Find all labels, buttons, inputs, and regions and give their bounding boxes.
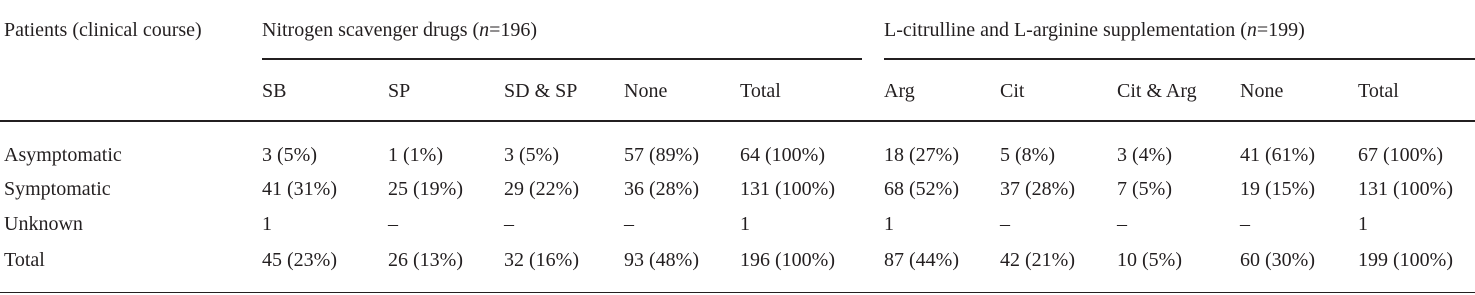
table-cell: – [1240,213,1250,235]
row-label: Total [4,249,45,271]
table-cell: 10 (5%) [1117,249,1182,271]
table-cell: – [504,213,514,235]
table-cell: 68 (52%) [884,178,959,200]
subcolumn-header: Cit [1000,80,1025,102]
subcolumn-header: Total [1358,80,1399,102]
subcolumn-header: Cit & Arg [1117,80,1197,102]
table-cell: 3 (5%) [504,144,559,166]
table-cell: 37 (28%) [1000,178,1075,200]
table-cell: 36 (28%) [624,178,699,200]
table-cell: 1 [740,213,750,235]
table-cell: – [624,213,634,235]
subcolumn-header: None [1240,80,1284,102]
group-rule-nitrogen [262,58,862,60]
table-cell: 41 (31%) [262,178,337,200]
table-cell: 18 (27%) [884,144,959,166]
subcolumn-header: SD & SP [504,80,578,102]
table-cell: 131 (100%) [1358,178,1453,200]
n-variable: n [479,19,490,41]
table-cell: 3 (4%) [1117,144,1172,166]
table-cell: 19 (15%) [1240,178,1315,200]
row-label: Unknown [4,213,83,235]
table-cell: 196 (100%) [740,249,835,271]
table-cell: 131 (100%) [740,178,835,200]
table-cell: 87 (44%) [884,249,959,271]
group-rule-citrulline [884,58,1475,60]
table-cell: 32 (16%) [504,249,579,271]
table-cell: 1 [262,213,272,235]
subcolumn-header: Arg [884,80,915,102]
table-cell: 64 (100%) [740,144,825,166]
subcolumn-header: SP [388,80,411,102]
group-title-prefix: L-citrulline and L-arginine supplementation ( [884,19,1247,41]
table-cell: 3 (5%) [262,144,317,166]
table-cell: 1 (1%) [388,144,443,166]
table-cell: 7 (5%) [1117,178,1172,200]
header-rule [0,120,1475,122]
patients-column-header: Patients (clinical course) [4,19,202,41]
table-cell: 1 [1358,213,1368,235]
row-label: Symptomatic [4,178,111,200]
table-cell: 26 (13%) [388,249,463,271]
table-cell: – [1117,213,1127,235]
table-cell: 5 (8%) [1000,144,1055,166]
table-cell: 45 (23%) [262,249,337,271]
subcolumn-header: SB [262,80,287,102]
table-cell: 57 (89%) [624,144,699,166]
table-cell: 93 (48%) [624,249,699,271]
table-cell: 25 (19%) [388,178,463,200]
row-label: Asymptomatic [4,144,122,166]
table-cell: 29 (22%) [504,178,579,200]
subcolumn-header: None [624,80,668,102]
group-title-prefix: Nitrogen scavenger drugs ( [262,19,480,41]
table-cell: – [1000,213,1010,235]
table-bottom-rule [0,292,1475,293]
table-cell: – [388,213,398,235]
group-title-suffix: =199) [1256,19,1305,41]
group-title-suffix: =196) [489,19,538,41]
group-header-nitrogen-scavenger [262,18,537,42]
table-cell: 41 (61%) [1240,144,1315,166]
table-cell: 199 (100%) [1358,249,1453,271]
subcolumn-header: Total [740,80,781,102]
table-cell: 60 (30%) [1240,249,1315,271]
n-variable: n [1246,19,1257,41]
group-header-citrulline-arginine [884,18,1305,42]
table-cell: 67 (100%) [1358,144,1443,166]
table-cell: 42 (21%) [1000,249,1075,271]
table-cell: 1 [884,213,894,235]
